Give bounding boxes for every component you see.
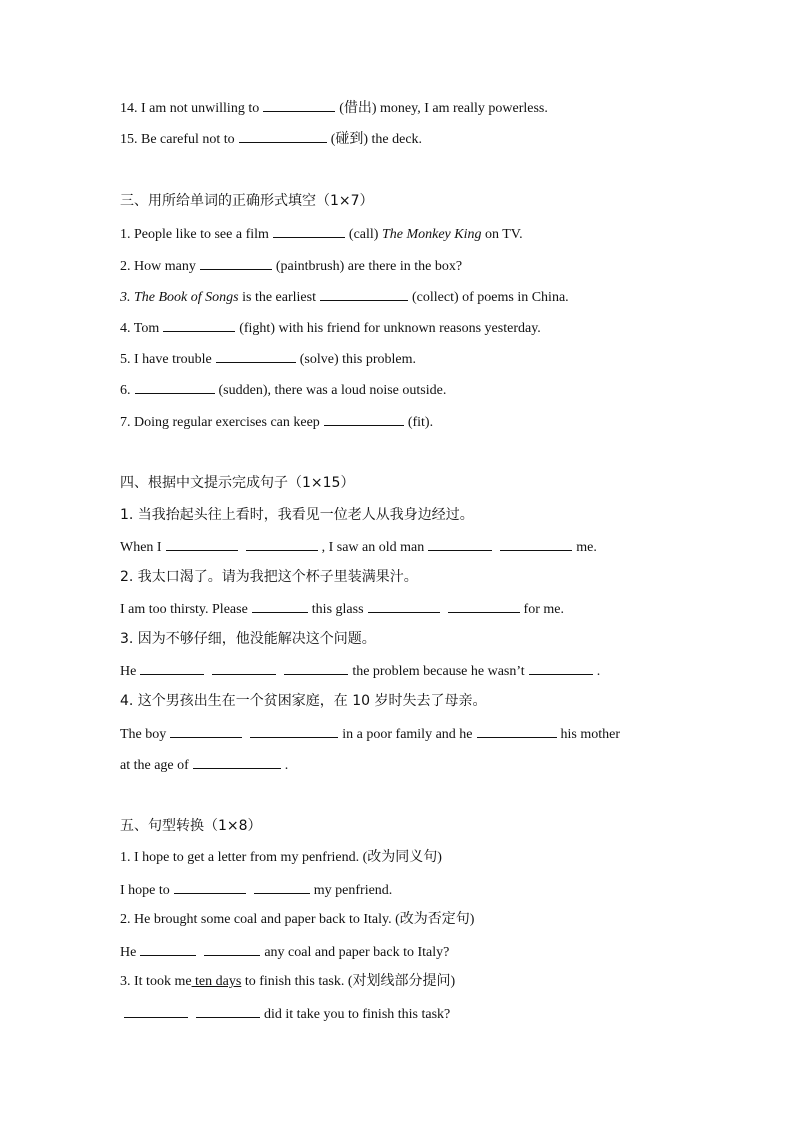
answer-blank xyxy=(196,1004,260,1018)
line-text: He xyxy=(120,945,137,960)
italic-title: The Monkey King xyxy=(378,227,485,242)
answer-blank xyxy=(477,724,557,738)
line-text: (solve) this problem. xyxy=(299,352,417,367)
line-text: , I saw an old man xyxy=(321,540,425,555)
chinese-prompt xyxy=(120,506,474,524)
line-text: The boy xyxy=(120,727,167,742)
line-text: 3. It took me xyxy=(120,974,192,989)
exercise-line xyxy=(120,661,600,681)
exercise-line xyxy=(120,380,446,400)
exercise-line xyxy=(120,880,392,900)
line-text: (sudden), there was a loud noise outside. xyxy=(218,383,447,398)
line-text: He xyxy=(120,664,137,679)
line-text: is the earliest xyxy=(242,290,316,305)
line-text: this glass xyxy=(311,602,364,617)
exercise-line xyxy=(120,724,620,744)
line-text: (call) xyxy=(348,227,379,242)
line-text: I hope to xyxy=(120,883,170,898)
line-text: (paintbrush) are there in the box? xyxy=(275,259,463,274)
exercise-line xyxy=(120,973,455,991)
line-text: (collect) of poems in China. xyxy=(411,290,569,305)
answer-blank xyxy=(448,599,520,613)
line-text: 1. People like to see a film xyxy=(120,227,269,242)
answer-blank xyxy=(273,224,345,238)
italic-title: 3. The Book of Songs xyxy=(120,290,243,305)
exercise-line xyxy=(120,224,523,244)
line-text: 4. 这个男孩出生在一个贫困家庭，在 10 岁时失去了母亲。 xyxy=(120,693,487,709)
answer-blank xyxy=(250,724,338,738)
line-text: 2. How many xyxy=(120,259,196,274)
section-heading xyxy=(120,192,374,210)
answer-blank xyxy=(529,661,593,675)
answer-blank xyxy=(135,380,215,394)
line-text: 3. 因为不够仔细，他没能解决这个问题。 xyxy=(120,631,376,647)
line-text: did it take you to finish this task? xyxy=(264,1007,451,1022)
answer-blank xyxy=(320,287,408,301)
exercise-line xyxy=(120,318,541,338)
exercise-line xyxy=(120,755,288,775)
exercise-line xyxy=(120,1004,450,1024)
line-text: . xyxy=(284,758,289,773)
line-text: to finish this task. (对划线部分提问) xyxy=(244,974,456,989)
answer-blank xyxy=(500,537,572,551)
line-text: my penfriend. xyxy=(313,883,393,898)
section-heading xyxy=(120,817,262,835)
exercise-line xyxy=(120,256,462,276)
line-text: 4. Tom xyxy=(120,321,160,336)
line-text: (碰到) the deck. xyxy=(330,132,423,147)
line-text: 1. 当我抬起头往上看时，我看见一位老人从我身边经过。 xyxy=(120,507,474,523)
answer-blank xyxy=(140,661,204,675)
answer-blank xyxy=(239,129,327,143)
line-text: for me. xyxy=(523,602,564,617)
chinese-prompt xyxy=(120,692,487,710)
line-text: 1. I hope to get a letter from my penfriend. (改为同义句) xyxy=(120,850,442,865)
line-text: at the age of xyxy=(120,758,189,773)
answer-blank xyxy=(193,755,281,769)
line-text: 2. 我太口渴了。请为我把这个杯子里装满果汁。 xyxy=(120,569,418,585)
line-text: 三、用所给单词的正确形式填空（1×7） xyxy=(120,193,374,209)
exercise-line xyxy=(120,129,422,149)
line-text: (fight) with his friend for unknown reasons yesterday. xyxy=(239,321,541,336)
answer-blank xyxy=(170,724,242,738)
answer-blank xyxy=(252,599,308,613)
answer-blank xyxy=(124,1004,188,1018)
exercise-line xyxy=(120,849,442,867)
answer-blank xyxy=(166,537,238,551)
answer-blank xyxy=(324,412,404,426)
answer-blank xyxy=(263,98,335,112)
exercise-line xyxy=(120,911,474,929)
answer-blank xyxy=(174,880,246,894)
exercise-line xyxy=(120,942,449,962)
exercise-line xyxy=(120,537,597,557)
line-text: . xyxy=(596,664,601,679)
line-text: the problem because he wasn’t xyxy=(352,664,525,679)
line-text: on TV. xyxy=(484,227,523,242)
line-text: in a poor family and he xyxy=(342,727,473,742)
line-text: any coal and paper back to Italy? xyxy=(264,945,450,960)
answer-blank xyxy=(200,256,272,270)
exercise-line xyxy=(120,287,569,307)
line-text: 五、句型转换（1×8） xyxy=(120,818,262,834)
answer-blank xyxy=(216,349,296,363)
line-text: 7. Doing regular exercises can keep xyxy=(120,415,320,430)
line-text: (fit). xyxy=(407,415,434,430)
chinese-prompt xyxy=(120,630,376,648)
line-text: 5. I have trouble xyxy=(120,352,212,367)
line-text: 15. Be careful not to xyxy=(120,132,235,147)
section-heading xyxy=(120,474,354,492)
line-text: me. xyxy=(576,540,597,555)
chinese-prompt xyxy=(120,568,418,586)
line-text: 四、根据中文提示完成句子（1×15） xyxy=(120,475,355,491)
answer-blank xyxy=(163,318,235,332)
answer-blank xyxy=(204,942,260,956)
line-text: 2. He brought some coal and paper back to Italy. (改为否定句) xyxy=(120,912,475,927)
line-text: 14. I am not unwilling to xyxy=(120,101,260,116)
exercise-line xyxy=(120,599,564,619)
answer-blank xyxy=(368,599,440,613)
line-text: his mother xyxy=(560,727,621,742)
answer-blank xyxy=(428,537,492,551)
exercise-line xyxy=(120,349,416,369)
answer-blank xyxy=(212,661,276,675)
answer-blank xyxy=(140,942,196,956)
line-text: 6. xyxy=(120,383,131,398)
answer-blank xyxy=(254,880,310,894)
exercise-line xyxy=(120,98,548,118)
line-text: I am too thirsty. Please xyxy=(120,602,248,617)
underlined-text: ten days xyxy=(191,974,242,989)
answer-blank xyxy=(284,661,348,675)
line-text: (借出) money, I am really powerless. xyxy=(339,101,548,116)
exercise-line xyxy=(120,412,433,432)
line-text: When I xyxy=(120,540,162,555)
answer-blank xyxy=(246,537,318,551)
